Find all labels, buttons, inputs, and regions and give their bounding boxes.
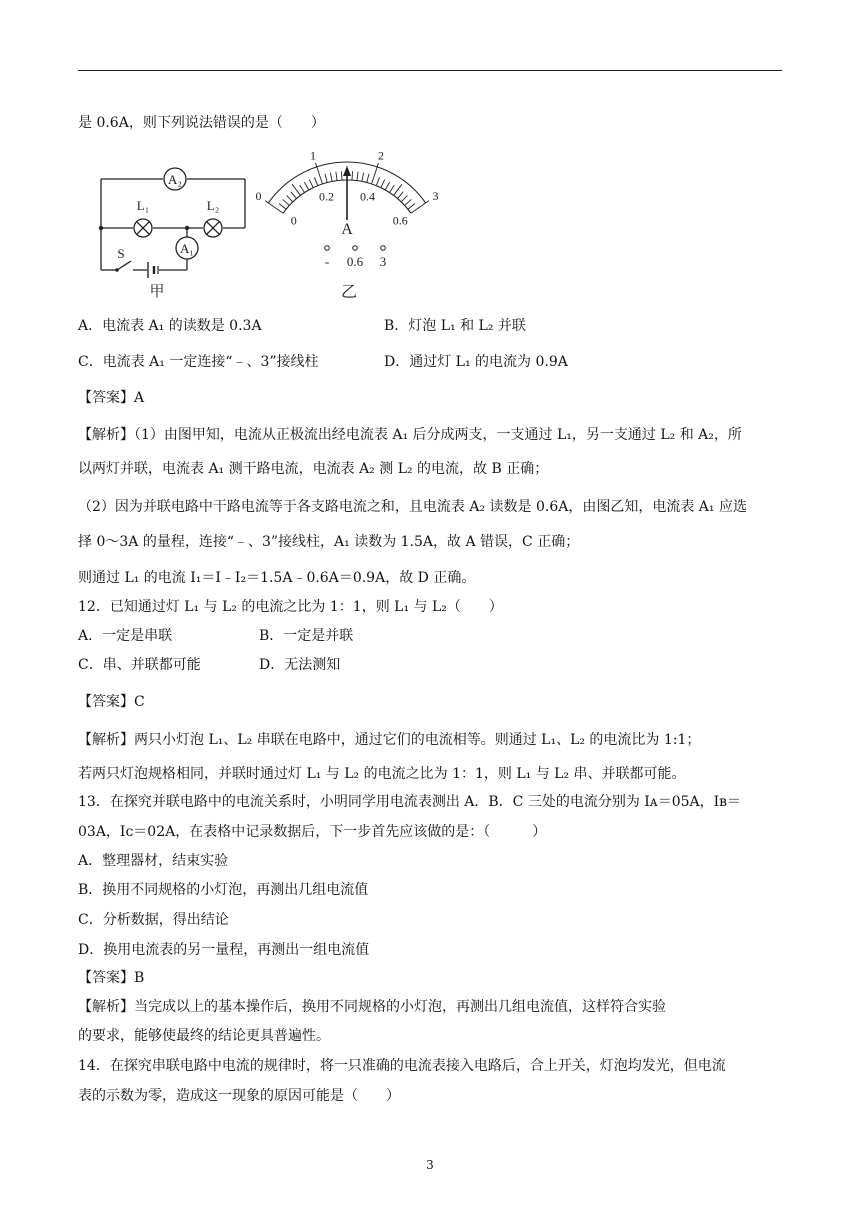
dial-tick (389, 185, 394, 193)
dial-tick (394, 184, 402, 195)
dial-tick (381, 180, 385, 188)
q12-stem: 12．已知通过灯 L₁ 与 L₂ 的电流之比为 1：1，则 L₁ 与 L₂（ ） (78, 599, 503, 615)
q14-stem-line: 14．在探究串联电路中电流的规律时，将一只准确的电流表接入电路后，合上开关，灯泡均发光，但电流 (78, 1058, 726, 1074)
dial-tick (300, 185, 305, 193)
dial-tick (309, 180, 313, 188)
outer-scale-label: 3 (432, 189, 439, 204)
q13-option-a: A．整理器材，结束实验 (78, 853, 229, 869)
ammeter-a1-label: A₁ (180, 241, 194, 256)
q11-answer: 【答案】A (78, 390, 145, 406)
q13-analysis-line: 【解析】当完成以上的基本操作后，换用不同规格的小灯泡，再测出几组电流值，这样符合实验 (78, 999, 666, 1015)
dial-tick (291, 192, 297, 199)
q13-stem-line: 03A，Iᴄ＝02A，在表格中记录数据后，下一步首先应该做的是：（ ） (78, 824, 547, 840)
dial-tick (314, 177, 317, 185)
lamp-l1-label: L₁ (136, 198, 150, 213)
q13-answer: 【答案】B (78, 970, 145, 986)
q12-option-d: D．无法测知 (259, 657, 341, 673)
q13-analysis-line: 的要求，能够使最终的结论更具普遍性。 (78, 1028, 330, 1044)
dial-tick (367, 174, 369, 183)
dial-tick (292, 184, 300, 195)
outer-scale-label: 0 (255, 189, 262, 204)
dial-tick (408, 204, 415, 210)
switch-label: S (117, 246, 125, 261)
dial-tick (362, 173, 364, 182)
q11-analysis-line: 【解析】（1）由图甲知，电流从正极流出经电流表 A₁ 后分成两支，一支通过 L₁，另一支通过 L₂ 和 A₂，所 (78, 427, 742, 443)
ammeter-a2-label: A₂ (168, 172, 182, 187)
q13-option-d: D．换用电流表的另一量程，再测出一组电流值 (78, 942, 370, 958)
q12-analysis-line: 若两只灯泡规格相同，并联时通过灯 L₁ 与 L₂ 的电流之比为 1：1，则 L₁ 与 L₂ 串、并联都可能。 (78, 766, 686, 782)
q11-stem-tail: 是 0.6A，则下列说法错误的是（ ） (78, 115, 325, 131)
q11-analysis-line: （2）因为并联电路中干路电流等于各支路电流之和，且电流表 A₂ 读数是 0.6A，由图乙知，电流表 A₁ 应选 (78, 499, 747, 515)
dial-tick (405, 199, 412, 205)
dial-tick (330, 173, 332, 182)
q14-stem-line: 表的示数为零，造成这一现象的原因可能是（ ） (78, 1088, 400, 1104)
dial-tick (283, 199, 290, 205)
q12-option-b: B．一定是并联 (259, 628, 354, 644)
q13-stem-line: 13．在探究并联电路中的电流关系时，小明同学用电流表测出 A．B．C 三处的电流分别为 Iᴀ＝05A，Iʙ＝ (78, 794, 742, 810)
dial-needle-head (343, 166, 351, 176)
q11-analysis-line: 则通过 L₁ 的电流 I₁＝I﹣I₂＝1.5A﹣0.6A＝0.9A，故 D 正确。 (78, 570, 476, 586)
dial-tick (411, 201, 429, 214)
q12-answer: 【答案】C (78, 694, 145, 710)
terminal-0-6: 0.6 (346, 254, 364, 269)
inner-scale-label: 0.2 (319, 189, 335, 204)
dial-tick (336, 172, 337, 181)
terminal-minus: - (324, 254, 330, 269)
inner-scale-label: 0 (290, 213, 297, 228)
dial-tick (376, 177, 379, 185)
q11-analysis-line: 以两灯并联，电流表 A₁ 测干路电流，电流表 A₂ 测 L₂ 的电流，故 B 正确； (78, 461, 549, 477)
q11-option-a: A．电流表 A₁ 的读数是 0.3A (78, 318, 262, 334)
q13-option-b: B．换用不同规格的小灯泡，再测出几组电流值 (78, 882, 369, 898)
dial-tick (287, 195, 293, 201)
inner-scale-label: 0.6 (392, 213, 408, 228)
q11-option-d: D．通过灯 L₁ 的电流为 0.9A (384, 354, 568, 370)
dial-tick (352, 171, 353, 180)
fig-yi-caption: 乙 (340, 284, 358, 301)
meter-symbol: A (341, 221, 353, 238)
dial-tick (304, 182, 308, 190)
outer-scale-label: 2 (377, 148, 384, 163)
dial-tick (279, 204, 286, 210)
q11-analysis-line: 择 0～3A 的量程，连接“﹣、3”接线柱，A₁ 读数为 1.5A，故 A 错误，C 正确； (78, 534, 580, 550)
dial-tick (397, 192, 403, 199)
q11-option-b: B．灯泡 L₁ 和 L₂ 并联 (384, 318, 526, 334)
q13-option-c: C．分析数据，得出结论 (78, 912, 229, 928)
q12-analysis-line: 【解析】两只小灯泡 L₁、L₂ 串联在电路中，通过它们的电流相等。则通过 L₁、L₂ 的电流比为 1:1； (78, 732, 701, 748)
inner-scale-label: 0.4 (359, 189, 375, 204)
ammeter-dial-yi (250, 140, 450, 305)
dial-tick (401, 195, 407, 201)
page-number: 3 (426, 1158, 434, 1172)
q11-option-c: C．电流表 A₁ 一定连接“﹣、3”接线柱 (78, 354, 319, 370)
dial-tick (357, 172, 358, 181)
dial-tick (385, 182, 389, 190)
circuit-diagram-jia (95, 160, 255, 300)
lamp-l2-label: L₂ (206, 198, 220, 213)
header-rule (78, 70, 782, 71)
dial-tick (341, 171, 342, 180)
q12-option-a: A．一定是串联 (78, 628, 173, 644)
q12-option-c: C．串、并联都可能 (78, 657, 201, 673)
outer-scale-label: 1 (310, 148, 317, 163)
dial-tick (325, 174, 327, 183)
fig-jia-caption: 甲 (149, 284, 165, 300)
dial-tick (265, 201, 283, 214)
terminal-3: 3 (379, 254, 387, 269)
